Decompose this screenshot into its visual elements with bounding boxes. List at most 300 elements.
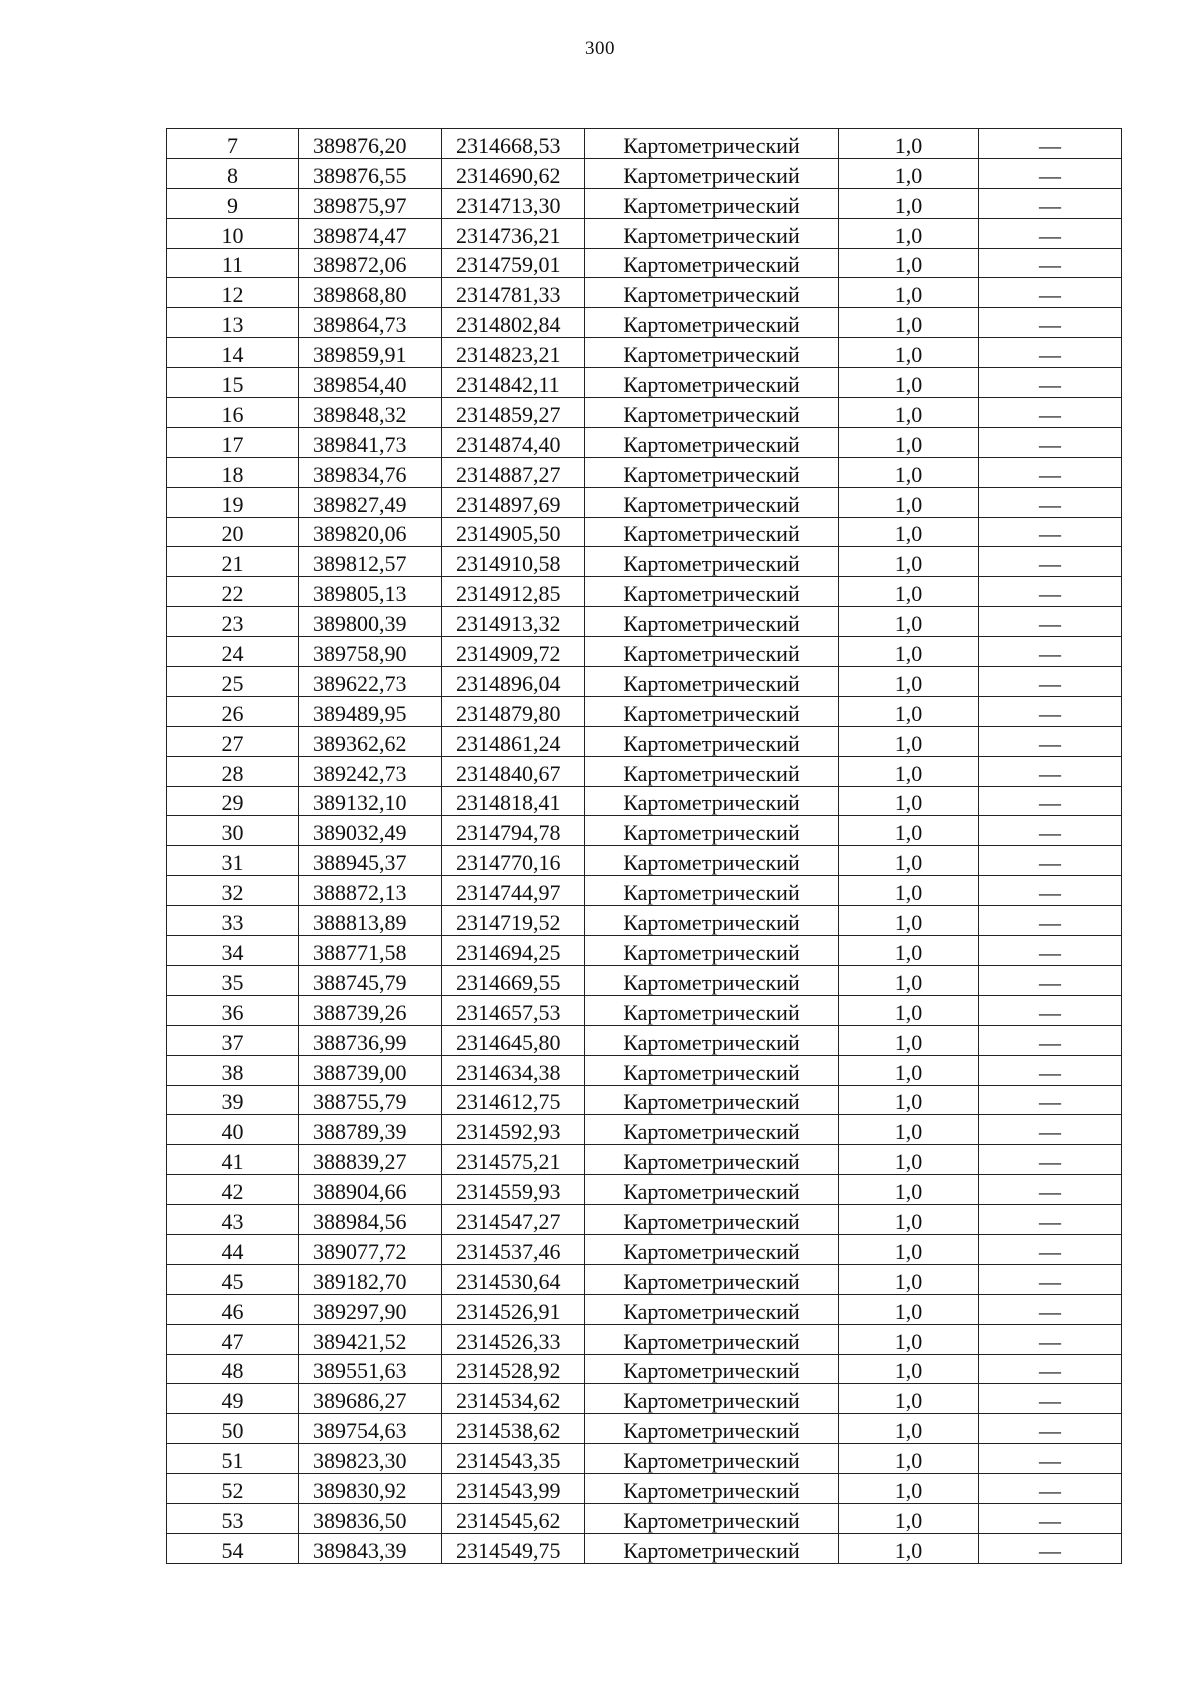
- point-number-cell: 15: [167, 368, 299, 398]
- table-row: [167, 726, 1122, 756]
- accuracy-cell: 1,0: [839, 1294, 979, 1324]
- point-number-cell: 48: [167, 1354, 299, 1384]
- x-coordinate-cell: 389843,39: [299, 1533, 442, 1563]
- table-row: [167, 457, 1122, 487]
- y-coordinate-cell: 2314559,93: [442, 1175, 585, 1205]
- accuracy-cell: 1,0: [839, 129, 979, 159]
- point-number-cell: 23: [167, 607, 299, 637]
- y-coordinate-cell: 2314547,27: [442, 1205, 585, 1235]
- x-coordinate-cell: 389077,72: [299, 1234, 442, 1264]
- dash-cell: —: [979, 936, 1122, 966]
- point-number-cell: 9: [167, 188, 299, 218]
- coordinates-table-body: [167, 129, 1122, 1564]
- dash-cell: —: [979, 876, 1122, 906]
- y-coordinate-cell: 2314534,62: [442, 1384, 585, 1414]
- x-coordinate-cell: 389362,62: [299, 726, 442, 756]
- table-row: [167, 667, 1122, 697]
- method-cell: Картометрический: [585, 218, 839, 248]
- accuracy-cell: 1,0: [839, 1354, 979, 1384]
- table-row: [167, 1085, 1122, 1115]
- x-coordinate-cell: 388904,66: [299, 1175, 442, 1205]
- table-row: [167, 637, 1122, 667]
- table-row: [167, 1354, 1122, 1384]
- method-cell: Картометрический: [585, 876, 839, 906]
- point-number-cell: 46: [167, 1294, 299, 1324]
- method-cell: Картометрический: [585, 607, 839, 637]
- x-coordinate-cell: 388813,89: [299, 906, 442, 936]
- accuracy-cell: 1,0: [839, 876, 979, 906]
- dash-cell: —: [979, 188, 1122, 218]
- point-number-cell: 32: [167, 876, 299, 906]
- table-row: [167, 188, 1122, 218]
- y-coordinate-cell: 2314859,27: [442, 398, 585, 428]
- x-coordinate-cell: 389820,06: [299, 517, 442, 547]
- y-coordinate-cell: 2314887,27: [442, 457, 585, 487]
- table-row: [167, 1414, 1122, 1444]
- point-number-cell: 19: [167, 487, 299, 517]
- method-cell: Картометрический: [585, 577, 839, 607]
- dash-cell: —: [979, 1175, 1122, 1205]
- accuracy-cell: 1,0: [839, 1324, 979, 1354]
- y-coordinate-cell: 2314759,01: [442, 248, 585, 278]
- accuracy-cell: 1,0: [839, 1264, 979, 1294]
- method-cell: Картометрический: [585, 1503, 839, 1533]
- y-coordinate-cell: 2314874,40: [442, 427, 585, 457]
- dash-cell: —: [979, 129, 1122, 159]
- y-coordinate-cell: 2314802,84: [442, 308, 585, 338]
- method-cell: Картометрический: [585, 517, 839, 547]
- y-coordinate-cell: 2314530,64: [442, 1264, 585, 1294]
- table-row: [167, 1294, 1122, 1324]
- point-number-cell: 44: [167, 1234, 299, 1264]
- dash-cell: —: [979, 218, 1122, 248]
- x-coordinate-cell: 389875,97: [299, 188, 442, 218]
- y-coordinate-cell: 2314537,46: [442, 1234, 585, 1264]
- x-coordinate-cell: 389876,20: [299, 129, 442, 159]
- accuracy-cell: 1,0: [839, 1384, 979, 1414]
- method-cell: Картометрический: [585, 1025, 839, 1055]
- dash-cell: —: [979, 1234, 1122, 1264]
- y-coordinate-cell: 2314713,30: [442, 188, 585, 218]
- table-row: [167, 1444, 1122, 1474]
- method-cell: Картометрический: [585, 338, 839, 368]
- accuracy-cell: 1,0: [839, 577, 979, 607]
- table-row: [167, 577, 1122, 607]
- table-row: [167, 158, 1122, 188]
- y-coordinate-cell: 2314842,11: [442, 368, 585, 398]
- table-row: [167, 1205, 1122, 1235]
- accuracy-cell: 1,0: [839, 547, 979, 577]
- x-coordinate-cell: 388736,99: [299, 1025, 442, 1055]
- method-cell: Картометрический: [585, 1414, 839, 1444]
- dash-cell: —: [979, 158, 1122, 188]
- x-coordinate-cell: 388839,27: [299, 1145, 442, 1175]
- dash-cell: —: [979, 637, 1122, 667]
- point-number-cell: 35: [167, 965, 299, 995]
- x-coordinate-cell: 389836,50: [299, 1503, 442, 1533]
- dash-cell: —: [979, 906, 1122, 936]
- table-row: [167, 607, 1122, 637]
- dash-cell: —: [979, 248, 1122, 278]
- table-row: [167, 398, 1122, 428]
- dash-cell: —: [979, 368, 1122, 398]
- method-cell: Картометрический: [585, 1145, 839, 1175]
- dash-cell: —: [979, 786, 1122, 816]
- point-number-cell: 50: [167, 1414, 299, 1444]
- dash-cell: —: [979, 995, 1122, 1025]
- x-coordinate-cell: 389242,73: [299, 756, 442, 786]
- table-row: [167, 1324, 1122, 1354]
- table-row: [167, 278, 1122, 308]
- x-coordinate-cell: 389872,06: [299, 248, 442, 278]
- table-row: [167, 248, 1122, 278]
- x-coordinate-cell: 389876,55: [299, 158, 442, 188]
- y-coordinate-cell: 2314770,16: [442, 846, 585, 876]
- method-cell: Картометрический: [585, 248, 839, 278]
- method-cell: Картометрический: [585, 129, 839, 159]
- point-number-cell: 45: [167, 1264, 299, 1294]
- y-coordinate-cell: 2314543,99: [442, 1474, 585, 1504]
- table-row: [167, 1175, 1122, 1205]
- method-cell: Картометрический: [585, 457, 839, 487]
- accuracy-cell: 1,0: [839, 368, 979, 398]
- method-cell: Картометрический: [585, 936, 839, 966]
- y-coordinate-cell: 2314913,32: [442, 607, 585, 637]
- point-number-cell: 31: [167, 846, 299, 876]
- table-row: [167, 1115, 1122, 1145]
- y-coordinate-cell: 2314896,04: [442, 667, 585, 697]
- x-coordinate-cell: 389830,92: [299, 1474, 442, 1504]
- x-coordinate-cell: 389854,40: [299, 368, 442, 398]
- table-row: [167, 1145, 1122, 1175]
- accuracy-cell: 1,0: [839, 188, 979, 218]
- method-cell: Картометрический: [585, 278, 839, 308]
- method-cell: Картометрический: [585, 487, 839, 517]
- y-coordinate-cell: 2314879,80: [442, 696, 585, 726]
- dash-cell: —: [979, 427, 1122, 457]
- accuracy-cell: 1,0: [839, 427, 979, 457]
- y-coordinate-cell: 2314905,50: [442, 517, 585, 547]
- y-coordinate-cell: 2314669,55: [442, 965, 585, 995]
- accuracy-cell: 1,0: [839, 248, 979, 278]
- accuracy-cell: 1,0: [839, 906, 979, 936]
- method-cell: Картометрический: [585, 308, 839, 338]
- point-number-cell: 52: [167, 1474, 299, 1504]
- dash-cell: —: [979, 726, 1122, 756]
- method-cell: Картометрический: [585, 368, 839, 398]
- dash-cell: —: [979, 696, 1122, 726]
- dash-cell: —: [979, 1294, 1122, 1324]
- x-coordinate-cell: 389827,49: [299, 487, 442, 517]
- point-number-cell: 7: [167, 129, 299, 159]
- x-coordinate-cell: 388739,00: [299, 1055, 442, 1085]
- point-number-cell: 27: [167, 726, 299, 756]
- point-number-cell: 39: [167, 1085, 299, 1115]
- point-number-cell: 30: [167, 816, 299, 846]
- x-coordinate-cell: 389834,76: [299, 457, 442, 487]
- accuracy-cell: 1,0: [839, 338, 979, 368]
- accuracy-cell: 1,0: [839, 816, 979, 846]
- x-coordinate-cell: 389489,95: [299, 696, 442, 726]
- x-coordinate-cell: 389297,90: [299, 1294, 442, 1324]
- dash-cell: —: [979, 1503, 1122, 1533]
- accuracy-cell: 1,0: [839, 936, 979, 966]
- accuracy-cell: 1,0: [839, 457, 979, 487]
- method-cell: Картометрический: [585, 726, 839, 756]
- x-coordinate-cell: 389805,13: [299, 577, 442, 607]
- table-row: [167, 487, 1122, 517]
- x-coordinate-cell: 388745,79: [299, 965, 442, 995]
- method-cell: Картометрический: [585, 1115, 839, 1145]
- accuracy-cell: 1,0: [839, 607, 979, 637]
- x-coordinate-cell: 389864,73: [299, 308, 442, 338]
- table-row: [167, 906, 1122, 936]
- dash-cell: —: [979, 756, 1122, 786]
- dash-cell: —: [979, 1085, 1122, 1115]
- point-number-cell: 42: [167, 1175, 299, 1205]
- x-coordinate-cell: 388945,37: [299, 846, 442, 876]
- point-number-cell: 36: [167, 995, 299, 1025]
- dash-cell: —: [979, 1205, 1122, 1235]
- point-number-cell: 51: [167, 1444, 299, 1474]
- method-cell: Картометрический: [585, 637, 839, 667]
- method-cell: Картометрический: [585, 1234, 839, 1264]
- method-cell: Картометрический: [585, 995, 839, 1025]
- accuracy-cell: 1,0: [839, 1444, 979, 1474]
- method-cell: Картометрический: [585, 1294, 839, 1324]
- accuracy-cell: 1,0: [839, 218, 979, 248]
- dash-cell: —: [979, 1533, 1122, 1563]
- table-row: [167, 368, 1122, 398]
- y-coordinate-cell: 2314910,58: [442, 547, 585, 577]
- table-row: [167, 696, 1122, 726]
- accuracy-cell: 1,0: [839, 1025, 979, 1055]
- point-number-cell: 49: [167, 1384, 299, 1414]
- x-coordinate-cell: 389686,27: [299, 1384, 442, 1414]
- table-row: [167, 846, 1122, 876]
- method-cell: Картометрический: [585, 906, 839, 936]
- dash-cell: —: [979, 816, 1122, 846]
- dash-cell: —: [979, 398, 1122, 428]
- x-coordinate-cell: 389812,57: [299, 547, 442, 577]
- y-coordinate-cell: 2314645,80: [442, 1025, 585, 1055]
- point-number-cell: 20: [167, 517, 299, 547]
- point-number-cell: 21: [167, 547, 299, 577]
- method-cell: Картометрический: [585, 1055, 839, 1085]
- table-row: [167, 995, 1122, 1025]
- x-coordinate-cell: 389874,47: [299, 218, 442, 248]
- accuracy-cell: 1,0: [839, 1175, 979, 1205]
- table-row: [167, 338, 1122, 368]
- point-number-cell: 12: [167, 278, 299, 308]
- table-row: [167, 427, 1122, 457]
- point-number-cell: 53: [167, 1503, 299, 1533]
- x-coordinate-cell: 388789,39: [299, 1115, 442, 1145]
- accuracy-cell: 1,0: [839, 965, 979, 995]
- method-cell: Картометрический: [585, 846, 839, 876]
- x-coordinate-cell: 389551,63: [299, 1354, 442, 1384]
- table-row: [167, 756, 1122, 786]
- y-coordinate-cell: 2314897,69: [442, 487, 585, 517]
- y-coordinate-cell: 2314823,21: [442, 338, 585, 368]
- point-number-cell: 28: [167, 756, 299, 786]
- method-cell: Картометрический: [585, 786, 839, 816]
- dash-cell: —: [979, 547, 1122, 577]
- accuracy-cell: 1,0: [839, 1055, 979, 1085]
- x-coordinate-cell: 389421,52: [299, 1324, 442, 1354]
- point-number-cell: 24: [167, 637, 299, 667]
- accuracy-cell: 1,0: [839, 158, 979, 188]
- dash-cell: —: [979, 667, 1122, 697]
- method-cell: Картометрический: [585, 756, 839, 786]
- accuracy-cell: 1,0: [839, 398, 979, 428]
- y-coordinate-cell: 2314543,35: [442, 1444, 585, 1474]
- point-number-cell: 38: [167, 1055, 299, 1085]
- method-cell: Картометрический: [585, 427, 839, 457]
- dash-cell: —: [979, 1025, 1122, 1055]
- dash-cell: —: [979, 338, 1122, 368]
- dash-cell: —: [979, 965, 1122, 995]
- x-coordinate-cell: 388755,79: [299, 1085, 442, 1115]
- method-cell: Картометрический: [585, 816, 839, 846]
- dash-cell: —: [979, 846, 1122, 876]
- point-number-cell: 11: [167, 248, 299, 278]
- point-number-cell: 13: [167, 308, 299, 338]
- accuracy-cell: 1,0: [839, 637, 979, 667]
- table-row: [167, 936, 1122, 966]
- point-number-cell: 25: [167, 667, 299, 697]
- accuracy-cell: 1,0: [839, 1205, 979, 1235]
- table-row: [167, 308, 1122, 338]
- x-coordinate-cell: 389800,39: [299, 607, 442, 637]
- point-number-cell: 26: [167, 696, 299, 726]
- dash-cell: —: [979, 1055, 1122, 1085]
- table-row: [167, 1503, 1122, 1533]
- point-number-cell: 47: [167, 1324, 299, 1354]
- table-row: [167, 1474, 1122, 1504]
- dash-cell: —: [979, 457, 1122, 487]
- method-cell: Картометрический: [585, 547, 839, 577]
- dash-cell: —: [979, 607, 1122, 637]
- dash-cell: —: [979, 1474, 1122, 1504]
- point-number-cell: 17: [167, 427, 299, 457]
- dash-cell: —: [979, 1384, 1122, 1414]
- accuracy-cell: 1,0: [839, 756, 979, 786]
- point-number-cell: 33: [167, 906, 299, 936]
- y-coordinate-cell: 2314528,92: [442, 1354, 585, 1384]
- dash-cell: —: [979, 1324, 1122, 1354]
- y-coordinate-cell: 2314634,38: [442, 1055, 585, 1085]
- y-coordinate-cell: 2314690,62: [442, 158, 585, 188]
- y-coordinate-cell: 2314781,33: [442, 278, 585, 308]
- y-coordinate-cell: 2314736,21: [442, 218, 585, 248]
- dash-cell: —: [979, 1414, 1122, 1444]
- y-coordinate-cell: 2314909,72: [442, 637, 585, 667]
- accuracy-cell: 1,0: [839, 696, 979, 726]
- x-coordinate-cell: 389758,90: [299, 637, 442, 667]
- table-row: [167, 786, 1122, 816]
- y-coordinate-cell: 2314545,62: [442, 1503, 585, 1533]
- x-coordinate-cell: 389182,70: [299, 1264, 442, 1294]
- accuracy-cell: 1,0: [839, 1414, 979, 1444]
- method-cell: Картометрический: [585, 1384, 839, 1414]
- point-number-cell: 41: [167, 1145, 299, 1175]
- accuracy-cell: 1,0: [839, 278, 979, 308]
- x-coordinate-cell: 389841,73: [299, 427, 442, 457]
- method-cell: Картометрический: [585, 158, 839, 188]
- accuracy-cell: 1,0: [839, 1474, 979, 1504]
- dash-cell: —: [979, 1115, 1122, 1145]
- table-row: [167, 1025, 1122, 1055]
- accuracy-cell: 1,0: [839, 1115, 979, 1145]
- accuracy-cell: 1,0: [839, 308, 979, 338]
- point-number-cell: 37: [167, 1025, 299, 1055]
- method-cell: Картометрический: [585, 1474, 839, 1504]
- accuracy-cell: 1,0: [839, 667, 979, 697]
- accuracy-cell: 1,0: [839, 1145, 979, 1175]
- method-cell: Картометрический: [585, 1085, 839, 1115]
- dash-cell: —: [979, 308, 1122, 338]
- accuracy-cell: 1,0: [839, 786, 979, 816]
- method-cell: Картометрический: [585, 1175, 839, 1205]
- table-row: [167, 1533, 1122, 1563]
- x-coordinate-cell: 388771,58: [299, 936, 442, 966]
- table-row: [167, 129, 1122, 159]
- point-number-cell: 34: [167, 936, 299, 966]
- page-number: 300: [585, 38, 615, 59]
- x-coordinate-cell: 388872,13: [299, 876, 442, 906]
- y-coordinate-cell: 2314794,78: [442, 816, 585, 846]
- x-coordinate-cell: 388984,56: [299, 1205, 442, 1235]
- x-coordinate-cell: 389754,63: [299, 1414, 442, 1444]
- accuracy-cell: 1,0: [839, 1234, 979, 1264]
- y-coordinate-cell: 2314818,41: [442, 786, 585, 816]
- y-coordinate-cell: 2314744,97: [442, 876, 585, 906]
- accuracy-cell: 1,0: [839, 995, 979, 1025]
- x-coordinate-cell: 389032,49: [299, 816, 442, 846]
- table-row: [167, 1234, 1122, 1264]
- x-coordinate-cell: 389868,80: [299, 278, 442, 308]
- accuracy-cell: 1,0: [839, 487, 979, 517]
- table-row: [167, 965, 1122, 995]
- accuracy-cell: 1,0: [839, 846, 979, 876]
- method-cell: Картометрический: [585, 1444, 839, 1474]
- table-row: [167, 876, 1122, 906]
- coordinates-table: [166, 128, 1122, 1564]
- method-cell: Картометрический: [585, 696, 839, 726]
- method-cell: Картометрический: [585, 667, 839, 697]
- dash-cell: —: [979, 487, 1122, 517]
- accuracy-cell: 1,0: [839, 1085, 979, 1115]
- table-row: [167, 218, 1122, 248]
- method-cell: Картометрический: [585, 188, 839, 218]
- dash-cell: —: [979, 577, 1122, 607]
- point-number-cell: 22: [167, 577, 299, 607]
- method-cell: Картометрический: [585, 1205, 839, 1235]
- y-coordinate-cell: 2314840,67: [442, 756, 585, 786]
- dash-cell: —: [979, 1444, 1122, 1474]
- table-row: [167, 517, 1122, 547]
- x-coordinate-cell: 389848,32: [299, 398, 442, 428]
- dash-cell: —: [979, 517, 1122, 547]
- accuracy-cell: 1,0: [839, 1533, 979, 1563]
- method-cell: Картометрический: [585, 1324, 839, 1354]
- table-row: [167, 1264, 1122, 1294]
- point-number-cell: 54: [167, 1533, 299, 1563]
- accuracy-cell: 1,0: [839, 517, 979, 547]
- point-number-cell: 29: [167, 786, 299, 816]
- x-coordinate-cell: 389859,91: [299, 338, 442, 368]
